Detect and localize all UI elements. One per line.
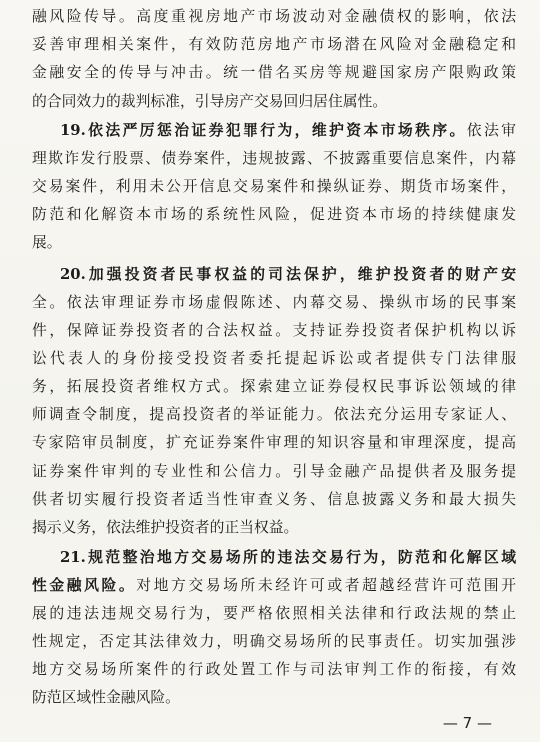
paragraph-line: 讼代表人的身份接受投资者委托提起诉讼或者提供专门法律服 — [32, 350, 516, 367]
paragraph-line: 务，拓展投资者维权方式。探索建立证券侵权民事诉讼领域的律 — [32, 378, 516, 395]
paragraph-line: 专家陪审员制度，扩充证券案件审理的知识容量和审理深度，提高 — [32, 434, 516, 451]
section-21-heading: 21.规范整治地方交易场所的违法交易行为，防范和化解区域 — [60, 549, 516, 566]
section-21-heading-line — [60, 549, 516, 567]
section-21-text: 对地方交易场所未经许可或者超越经营许可范围开 — [136, 577, 516, 594]
paragraph-line: 防范和化解资本市场的系统性风险，促进资本市场的持续健康发 — [32, 206, 516, 223]
paragraph-line: 妥善审理相关案件，有效防范房地产市场潜在风险对金融稳定和 — [32, 36, 516, 53]
paragraph-line: 师调查令制度，提高投资者的举证能力。依法充分运用专家证人、 — [32, 406, 516, 423]
paragraph-line: 性规定，否定其法律效力，明确交易场所的民事责任。切实加强涉 — [32, 633, 516, 650]
section-19-first-line — [60, 122, 516, 140]
section-21-heading-cont: 性金融风险。 — [32, 577, 137, 594]
paragraph-line: 供者切实履行投资者适当性审查义务、信息披露义务和最大损失 — [32, 491, 516, 508]
section-21-second-line — [32, 577, 516, 595]
paragraph-line: 全。依法审理证券市场虚假陈述、内幕交易、操纵市场的民事案 — [32, 294, 516, 311]
paragraph-line: 防范区域性金融风险。 — [32, 689, 180, 706]
paragraph-line: 展的违法违规交易行为，要严格依照相关法律和行政法规的禁止 — [32, 605, 516, 622]
section-19-text: 依法审 — [466, 122, 516, 139]
section-20-heading: 20.加强投资者民事权益的司法保护，维护投资者的财产安 — [60, 266, 516, 283]
paragraph-line: 的合同效力的裁判标准，引导房产交易回归居住属性。 — [32, 93, 388, 110]
section-20-heading-line — [60, 266, 516, 284]
paragraph-line: 融风险传导。高度重视房地产市场波动对金融债权的影响，依法 — [32, 8, 516, 25]
paragraph-line: 证券案件审判的专业性和公信力。引导金融产品提供者及服务提 — [32, 463, 516, 480]
paragraph-line: 件，保障证券投资者的合法权益。支持证券投资者保护机构以诉 — [32, 322, 516, 339]
paragraph-line: 理欺诈发行股票、债券案件，违规披露、不披露重要信息案件，内幕 — [32, 150, 516, 167]
paragraph-line: 交易案件，利用未公开信息交易案件和操纵证券、期货市场案件， — [32, 178, 516, 195]
section-19-heading: 19.依法严厉惩治证券犯罪行为，维护资本市场秩序。 — [60, 122, 467, 139]
paragraph-line: 金融安全的传导与冲击。统一借名买房等规避国家房产限购政策 — [32, 64, 516, 81]
page-number: — 7 — — [442, 714, 492, 732]
paragraph-line: 揭示义务，依法维护投资者的正当权益。 — [32, 519, 299, 536]
paragraph-line: 地方交易场所案件的行政处置工作与司法审判工作的衔接，有效 — [32, 661, 516, 678]
paragraph-line: 展。 — [32, 234, 62, 251]
